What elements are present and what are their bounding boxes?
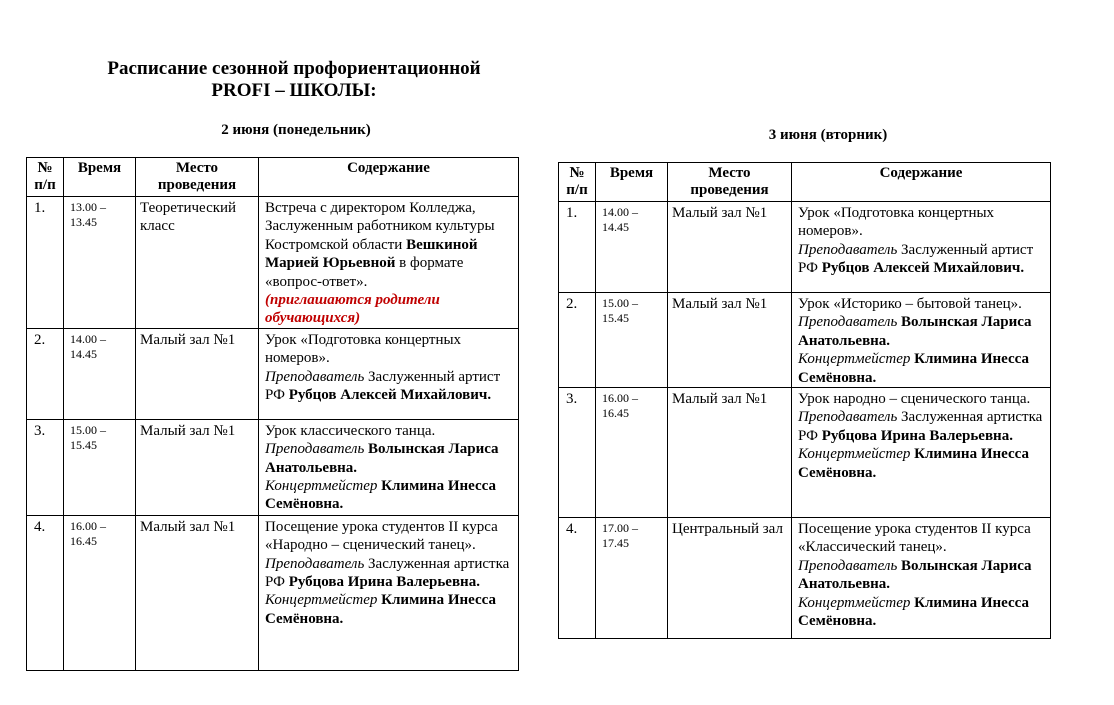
day2-heading: 3 июня (вторник) — [768, 127, 888, 143]
row-place: Малый зал №1 — [668, 202, 792, 293]
row-number: 4. — [27, 515, 64, 670]
table-row — [27, 197, 519, 329]
table-header-row — [27, 158, 519, 197]
table-row — [559, 202, 1051, 293]
row-place: Малый зал №1 — [668, 388, 792, 518]
row-content: Встреча с директором Колледжа, Заслуженным работником культуры Костромской области Вешкиной Марией Юрьевной в формате «вопрос-ответ». (приглашаются родители обучающихся) — [259, 197, 519, 329]
row-number: 2. — [27, 328, 64, 419]
table-row — [27, 515, 519, 670]
row-time: 16.00 – 16.45 — [64, 515, 136, 670]
row-place: Малый зал №1 — [136, 515, 259, 670]
day2-schedule-table — [558, 162, 1051, 639]
day1-heading: 2 июня (понедельник) — [221, 122, 371, 138]
row-time: 13.00 – 13.45 — [64, 197, 136, 329]
row-number: 1. — [27, 197, 64, 329]
day1-schedule-table — [26, 157, 519, 671]
row-place: Теоретический класс — [136, 197, 259, 329]
row-place: Малый зал №1 — [668, 293, 792, 388]
parents-invited-note: (приглашаются родители обучающихся) — [265, 292, 440, 327]
table-row — [27, 419, 519, 515]
row-place: Центральный зал — [668, 518, 792, 639]
row-content: Урок «Подготовка концертных номеров». Преподаватель Заслуженный артист РФ Рубцов Алексей Михайлович. — [259, 328, 519, 419]
row-time: 14.00 – 14.45 — [64, 328, 136, 419]
row-content: Посещение урока студентов II курса «Классический танец». Преподаватель Волынская Лариса Анатольевна. Концертмейстер Климина Инесса Семёновна. — [792, 518, 1051, 639]
col-time-header: Время — [596, 163, 668, 202]
row-place: Малый зал №1 — [136, 419, 259, 515]
row-place: Малый зал №1 — [136, 328, 259, 419]
col-time-header: Время — [64, 158, 136, 197]
row-number: 3. — [559, 388, 596, 518]
title-line-1: Расписание сезонной профориентационной — [107, 58, 481, 79]
row-number: 2. — [559, 293, 596, 388]
row-time: 15.00 – 15.45 — [64, 419, 136, 515]
table-header-row — [559, 163, 1051, 202]
row-number: 4. — [559, 518, 596, 639]
row-number: 1. — [559, 202, 596, 293]
row-time: 17.00 – 17.45 — [596, 518, 668, 639]
table-row — [27, 328, 519, 419]
table-row — [559, 518, 1051, 639]
col-num-header: № п/п — [27, 158, 64, 197]
row-time: 16.00 – 16.45 — [596, 388, 668, 518]
col-place-header: Место проведения — [136, 158, 259, 197]
row-time: 14.00 – 14.45 — [596, 202, 668, 293]
title-line-2: PROFI – ШКОЛЫ: — [211, 80, 377, 101]
row-content: Урок «Историко – бытовой танец». Преподаватель Волынская Лариса Анатольевна. Концертмейстер Климина Инесса Семёновна. — [792, 293, 1051, 388]
row-time: 15.00 – 15.45 — [596, 293, 668, 388]
row-content: Урок «Подготовка концертных номеров». Преподаватель Заслуженный артист РФ Рубцов Алексей Михайлович. — [792, 202, 1051, 293]
col-place-header: Место проведения — [668, 163, 792, 202]
document-title — [28, 58, 560, 102]
row-content: Посещение урока студентов II курса «Народно – сценический танец». Преподаватель Заслуженная артистка РФ Рубцова Ирина Валерьевна. Концертмейстер Климина Инесса Семёновна. — [259, 515, 519, 670]
row-content: Урок народно – сценического танца. Преподаватель Заслуженная артистка РФ Рубцова Ирина Валерьевна. Концертмейстер Климина Инесса Семёновна. — [792, 388, 1051, 518]
table-row — [559, 293, 1051, 388]
row-number: 3. — [27, 419, 64, 515]
col-content-header: Содержание — [259, 158, 519, 197]
col-num-header: № п/п — [559, 163, 596, 202]
table-row — [559, 388, 1051, 518]
row-content: Урок классического танца. Преподаватель Волынская Лариса Анатольевна. Концертмейстер Климина Инесса Семёновна. — [259, 419, 519, 515]
col-content-header: Содержание — [792, 163, 1051, 202]
